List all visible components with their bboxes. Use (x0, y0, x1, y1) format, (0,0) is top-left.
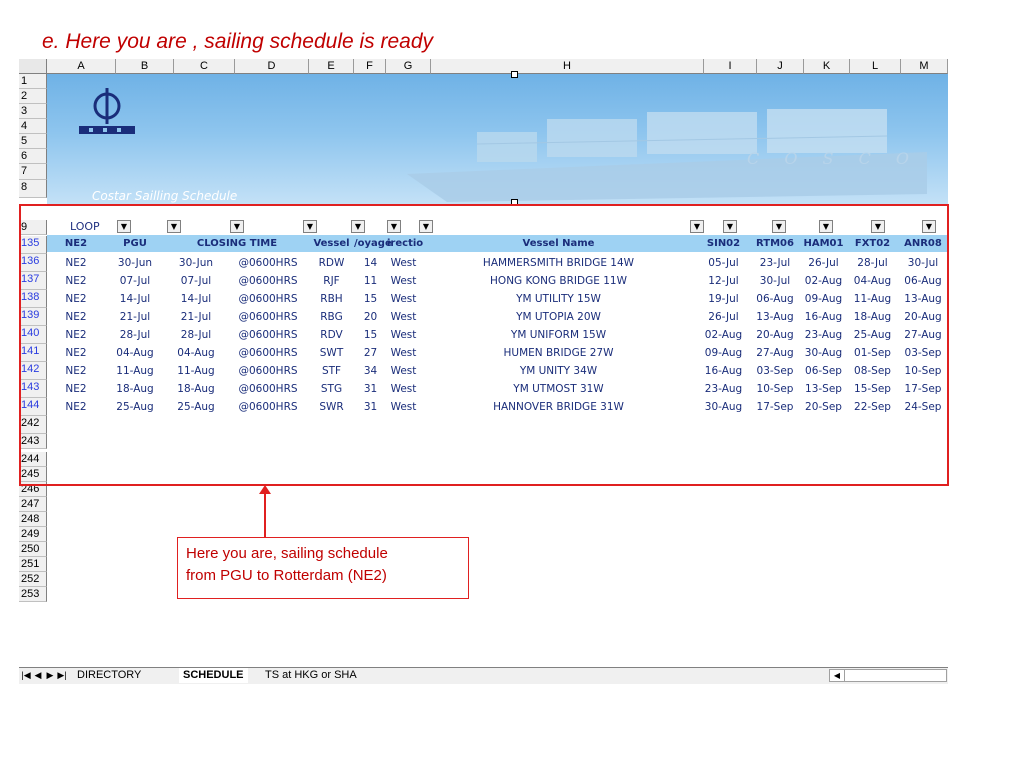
table-cell[interactable]: 21-Jul (180, 311, 212, 323)
table-header-cell: HAM01 (803, 238, 844, 249)
filter-dropdown-icon[interactable]: ▼ (819, 220, 833, 233)
table-cell[interactable]: 17-Sep (904, 383, 942, 395)
table-cell[interactable]: 25-Aug (116, 401, 154, 413)
table-header-cell: ANR08 (904, 238, 942, 249)
banner-subtitle: Costar Sailling Schedule (92, 189, 238, 203)
column-header-k[interactable]: K (804, 59, 850, 74)
row-header-142[interactable]: 142 (19, 362, 47, 380)
table-cell[interactable]: 30-Aug (804, 347, 843, 359)
first-sheet-icon[interactable]: |◀ (21, 670, 31, 680)
table-cell[interactable]: HONG KONG BRIDGE 11W (490, 275, 627, 287)
table-cell[interactable]: 30-Jul (759, 275, 791, 287)
table-cell[interactable]: 15 (363, 329, 378, 341)
table-cell[interactable]: RDV (320, 329, 343, 341)
table-cell[interactable]: West (390, 365, 417, 377)
callout-box (177, 537, 469, 599)
table-row[interactable] (47, 362, 948, 380)
table-cell[interactable]: 14 (363, 257, 378, 269)
table-cell[interactable]: 09-Aug (704, 347, 743, 359)
cosco-logo (77, 84, 137, 139)
row-header-3[interactable]: 3 (19, 104, 47, 119)
row-header-249[interactable]: 249 (19, 527, 47, 542)
table-cell[interactable]: HUMEN BRIDGE 27W (503, 347, 614, 359)
last-sheet-icon[interactable]: ▶| (57, 670, 67, 680)
table-cell[interactable]: West (390, 347, 417, 359)
scroll-left-icon[interactable]: ◀ (830, 670, 845, 681)
table-header-cell: PGU (123, 238, 147, 249)
table-cell[interactable]: RBG (320, 311, 343, 323)
table-header-cell: irectio (387, 238, 424, 249)
table-cell[interactable]: @0600HRS (238, 257, 298, 269)
table-cell[interactable]: YM UNIFORM 15W (510, 329, 607, 341)
table-cell[interactable]: 28-Jul (180, 329, 212, 341)
table-cell[interactable]: @0600HRS (238, 275, 298, 287)
table-cell[interactable]: SWT (319, 347, 344, 359)
filter-dropdown-icon[interactable]: ▼ (690, 220, 704, 233)
row-header-143[interactable]: 143 (19, 380, 47, 398)
table-cell[interactable]: 27-Aug (904, 329, 942, 341)
table-cell[interactable]: 19-Jul (708, 293, 739, 305)
table-row[interactable] (47, 380, 948, 398)
table-cell[interactable]: 06-Sep (805, 365, 842, 377)
table-header-cell: RTM06 (756, 238, 794, 249)
table-cell[interactable]: 26-Jul (708, 311, 739, 323)
column-header-e[interactable]: E (309, 59, 354, 74)
row-header-7[interactable]: 7 (19, 164, 47, 180)
table-cell[interactable]: 06-Aug (756, 293, 794, 305)
tab-schedule[interactable]: SCHEDULE (179, 668, 248, 683)
table-cell[interactable]: 01-Sep (854, 347, 891, 359)
table-cell[interactable]: 11-Aug (853, 293, 892, 305)
table-cell[interactable]: 14-Jul (119, 293, 151, 305)
table-cell[interactable]: 30-Jun (117, 257, 153, 269)
table-cell[interactable]: 07-Jul (180, 275, 212, 287)
filter-dropdown-icon[interactable]: ▼ (230, 220, 244, 233)
table-cell[interactable]: YM UNITY 34W (519, 365, 598, 377)
table-cell[interactable]: 31 (363, 383, 378, 395)
filter-dropdown-icon[interactable]: ▼ (387, 220, 401, 233)
table-cell[interactable]: RJF (323, 275, 340, 287)
table-cell[interactable]: 23-Aug (704, 383, 743, 395)
row-header-243[interactable]: 243 (19, 434, 47, 449)
row-header-2[interactable]: 2 (19, 89, 47, 104)
table-cell[interactable]: 28-Jul (119, 329, 151, 341)
table-cell[interactable]: RBH (320, 293, 343, 305)
table-cell[interactable]: NE2 (65, 293, 87, 305)
table-cell[interactable]: NE2 (65, 347, 87, 359)
table-cell[interactable]: STG (320, 383, 343, 395)
table-cell[interactable]: 22-Sep (854, 401, 891, 413)
table-cell[interactable]: NE2 (65, 401, 87, 413)
row-header-252[interactable]: 252 (19, 572, 47, 587)
table-cell[interactable]: RDW (318, 257, 345, 269)
table-cell[interactable]: 16-Aug (704, 365, 743, 377)
filter-dropdown-icon[interactable]: ▼ (117, 220, 131, 233)
table-header-cell: NE2 (64, 238, 88, 249)
table-cell[interactable]: 12-Jul (708, 275, 739, 287)
table-cell[interactable]: @0600HRS (238, 365, 298, 377)
column-header-h[interactable]: H (431, 59, 704, 74)
filter-dropdown-icon[interactable]: ▼ (871, 220, 885, 233)
row-header-245[interactable]: 245 (19, 467, 47, 482)
column-header-b[interactable]: B (116, 59, 174, 74)
table-cell[interactable]: 20-Aug (904, 311, 942, 323)
loop-filter-label: LOOP (70, 220, 100, 233)
row-header-242[interactable]: 242 (19, 416, 47, 434)
table-header-cell: /oyage (354, 238, 392, 249)
table-cell[interactable]: 03-Sep (756, 365, 794, 377)
table-cell[interactable]: @0600HRS (238, 293, 298, 305)
callout-line-1: Here you are, sailing schedule (186, 545, 388, 562)
row-header-253[interactable]: 253 (19, 587, 47, 602)
table-cell[interactable]: West (390, 257, 417, 269)
column-header-g[interactable]: G (386, 59, 431, 74)
table-cell[interactable]: 07-Jul (119, 275, 151, 287)
table-cell[interactable]: @0600HRS (238, 401, 298, 413)
table-row[interactable] (47, 344, 948, 362)
row-header-8[interactable]: 8 (19, 180, 47, 198)
table-header-cell: SIN02 (706, 238, 741, 249)
table-cell[interactable]: 30-Jul (907, 257, 939, 269)
row-header-137[interactable]: 137 (19, 272, 47, 290)
table-cell[interactable]: 11-Aug (177, 365, 215, 377)
select-all-corner[interactable] (19, 59, 47, 74)
row-header-5[interactable]: 5 (19, 134, 47, 149)
table-cell[interactable]: 28-Jul (857, 257, 888, 269)
column-header-f[interactable]: F (354, 59, 386, 74)
selection-handle-top[interactable] (511, 71, 518, 78)
row-header-247[interactable]: 247 (19, 497, 47, 512)
table-cell[interactable]: 24-Sep (904, 401, 942, 413)
cosco-banner (47, 74, 948, 206)
callout-line-2: from PGU to Rotterdam (NE2) (186, 567, 387, 584)
table-header-cell: CLOSING TIME (196, 238, 278, 249)
column-header-c[interactable]: C (174, 59, 235, 74)
table-cell[interactable]: 13-Sep (805, 383, 842, 395)
table-cell[interactable]: 08-Sep (854, 365, 891, 377)
row-header-9[interactable]: 9 (19, 220, 47, 235)
cosco-watermark: C O S C O (747, 149, 920, 168)
table-cell[interactable]: 13-Aug (904, 293, 942, 305)
filter-dropdown-icon[interactable]: ▼ (351, 220, 365, 233)
table-cell[interactable]: NE2 (65, 311, 87, 323)
table-cell[interactable]: 27 (363, 347, 378, 359)
autofilter-row (47, 219, 948, 235)
sheet-tabs-bar (19, 667, 948, 684)
table-cell[interactable]: 10-Sep (756, 383, 794, 395)
table-cell[interactable]: NE2 (65, 383, 87, 395)
table-cell[interactable]: West (390, 293, 417, 305)
table-cell[interactable]: 13-Aug (756, 311, 794, 323)
row-header-250[interactable]: 250 (19, 542, 47, 557)
table-cell[interactable]: 15-Sep (854, 383, 891, 395)
row-header-246[interactable]: 246 (19, 482, 47, 497)
filter-dropdown-icon[interactable]: ▼ (167, 220, 181, 233)
row-header-136[interactable]: 136 (19, 254, 47, 272)
column-header-l[interactable]: L (850, 59, 901, 74)
filter-dropdown-icon[interactable]: ▼ (419, 220, 433, 233)
table-cell[interactable]: 20-Aug (756, 329, 794, 341)
next-sheet-icon[interactable]: ▶ (46, 670, 54, 680)
table-cell[interactable]: YM UTMOST 31W (513, 383, 604, 395)
row-header-6[interactable]: 6 (19, 149, 47, 164)
table-cell[interactable]: 14-Jul (180, 293, 212, 305)
table-cell[interactable]: NE2 (65, 365, 87, 377)
table-cell[interactable]: 26-Jul (808, 257, 839, 269)
table-cell[interactable]: STF (321, 365, 342, 377)
table-cell[interactable]: 16-Aug (804, 311, 843, 323)
table-cell[interactable]: NE2 (65, 329, 87, 341)
table-cell[interactable]: @0600HRS (238, 329, 298, 341)
row-header-144[interactable]: 144 (19, 398, 47, 416)
table-cell[interactable]: West (390, 401, 417, 413)
table-header-row (47, 235, 948, 252)
table-cell[interactable]: 11 (363, 275, 378, 287)
table-cell[interactable]: NE2 (65, 275, 87, 287)
row-header-140[interactable]: 140 (19, 326, 47, 344)
prev-sheet-icon[interactable]: ◀ (34, 670, 42, 680)
column-header-a[interactable]: A (47, 59, 116, 74)
filter-dropdown-icon[interactable]: ▼ (772, 220, 786, 233)
filter-dropdown-icon[interactable]: ▼ (303, 220, 317, 233)
selection-handle-bottom[interactable] (511, 199, 518, 206)
table-cell[interactable]: 31 (363, 401, 378, 413)
table-cell[interactable]: 04-Aug (853, 275, 892, 287)
column-header-j[interactable]: J (757, 59, 804, 74)
table-cell[interactable]: 10-Sep (904, 365, 942, 377)
row-header-135[interactable]: 135 (19, 236, 47, 254)
row-header-4[interactable]: 4 (19, 119, 47, 134)
table-cell[interactable]: 04-Aug (177, 347, 215, 359)
table-cell[interactable]: 06-Aug (904, 275, 942, 287)
table-cell[interactable]: 04-Aug (116, 347, 154, 359)
table-cell[interactable]: 30-Aug (704, 401, 743, 413)
filter-dropdown-icon[interactable]: ▼ (922, 220, 936, 233)
table-row[interactable] (47, 254, 948, 272)
table-cell[interactable]: 18-Aug (116, 383, 154, 395)
table-cell[interactable]: @0600HRS (238, 311, 298, 323)
table-row[interactable] (47, 326, 948, 344)
table-cell[interactable]: 17-Sep (756, 401, 794, 413)
slide-title: e. Here you are , sailing schedule is ready (42, 30, 434, 53)
table-cell[interactable]: 34 (363, 365, 378, 377)
table-cell[interactable]: 23-Aug (804, 329, 843, 341)
table-cell[interactable]: HANNOVER BRIDGE 31W (493, 401, 624, 413)
row-header-1[interactable]: 1 (19, 74, 47, 89)
table-cell[interactable]: @0600HRS (238, 347, 298, 359)
table-cell[interactable]: West (390, 329, 417, 341)
column-header-d[interactable]: D (235, 59, 309, 74)
row-header-248[interactable]: 248 (19, 512, 47, 527)
table-cell[interactable]: 25-Aug (853, 329, 892, 341)
spreadsheet (19, 59, 948, 683)
table-cell[interactable]: 30-Jun (178, 257, 214, 269)
table-cell[interactable]: NE2 (65, 257, 87, 269)
table-header-cell: FXT02 (854, 238, 891, 249)
table-cell[interactable]: 27-Aug (756, 347, 794, 359)
table-row[interactable] (47, 398, 948, 416)
row-header-139[interactable]: 139 (19, 308, 47, 326)
table-cell[interactable]: 02-Aug (804, 275, 843, 287)
table-cell[interactable]: YM UTILITY 15W (516, 293, 601, 305)
table-cell[interactable]: 03-Sep (904, 347, 942, 359)
row-header-138[interactable]: 138 (19, 290, 47, 308)
table-cell[interactable]: 20-Sep (805, 401, 842, 413)
table-cell[interactable]: 18-Aug (853, 311, 892, 323)
table-cell[interactable]: 05-Jul (708, 257, 739, 269)
table-header-cell: Vessel (313, 238, 350, 249)
callout-arrow-line (264, 492, 266, 537)
table-cell[interactable]: @0600HRS (238, 383, 298, 395)
table-cell[interactable]: 21-Jul (119, 311, 151, 323)
table-cell[interactable]: YM UTOPIA 20W (516, 311, 601, 323)
table-row[interactable] (47, 290, 948, 308)
column-header-i[interactable]: I (704, 59, 757, 74)
table-cell[interactable]: 23-Jul (759, 257, 791, 269)
table-cell[interactable]: West (390, 311, 417, 323)
filter-dropdown-icon[interactable]: ▼ (723, 220, 737, 233)
table-cell[interactable]: West (390, 383, 417, 395)
table-row[interactable] (47, 272, 948, 290)
table-cell[interactable]: 11-Aug (116, 365, 154, 377)
row-header-141[interactable]: 141 (19, 344, 47, 362)
table-row[interactable] (47, 308, 948, 326)
table-header-cell: Vessel Name (522, 238, 595, 249)
table-cell[interactable]: 09-Aug (804, 293, 843, 305)
table-cell[interactable]: SWR (319, 401, 344, 413)
table-cell[interactable]: 15 (363, 293, 378, 305)
ship-illustration (47, 74, 948, 206)
table-cell[interactable]: West (390, 275, 417, 287)
row-header-244[interactable]: 244 (19, 452, 47, 467)
tab-directory[interactable]: DIRECTORY (77, 669, 142, 681)
table-cell[interactable]: 02-Aug (704, 329, 743, 341)
horizontal-scrollbar[interactable] (829, 669, 947, 682)
table-cell[interactable]: 25-Aug (177, 401, 215, 413)
table-cell[interactable]: 18-Aug (177, 383, 215, 395)
table-cell[interactable]: 20 (363, 311, 378, 323)
table-cell[interactable]: HAMMERSMITH BRIDGE 14W (482, 257, 635, 269)
row-header-251[interactable]: 251 (19, 557, 47, 572)
tab-ts-at-hkg-or-sha[interactable]: TS at HKG or SHA (265, 669, 357, 681)
column-header-m[interactable]: M (901, 59, 948, 74)
